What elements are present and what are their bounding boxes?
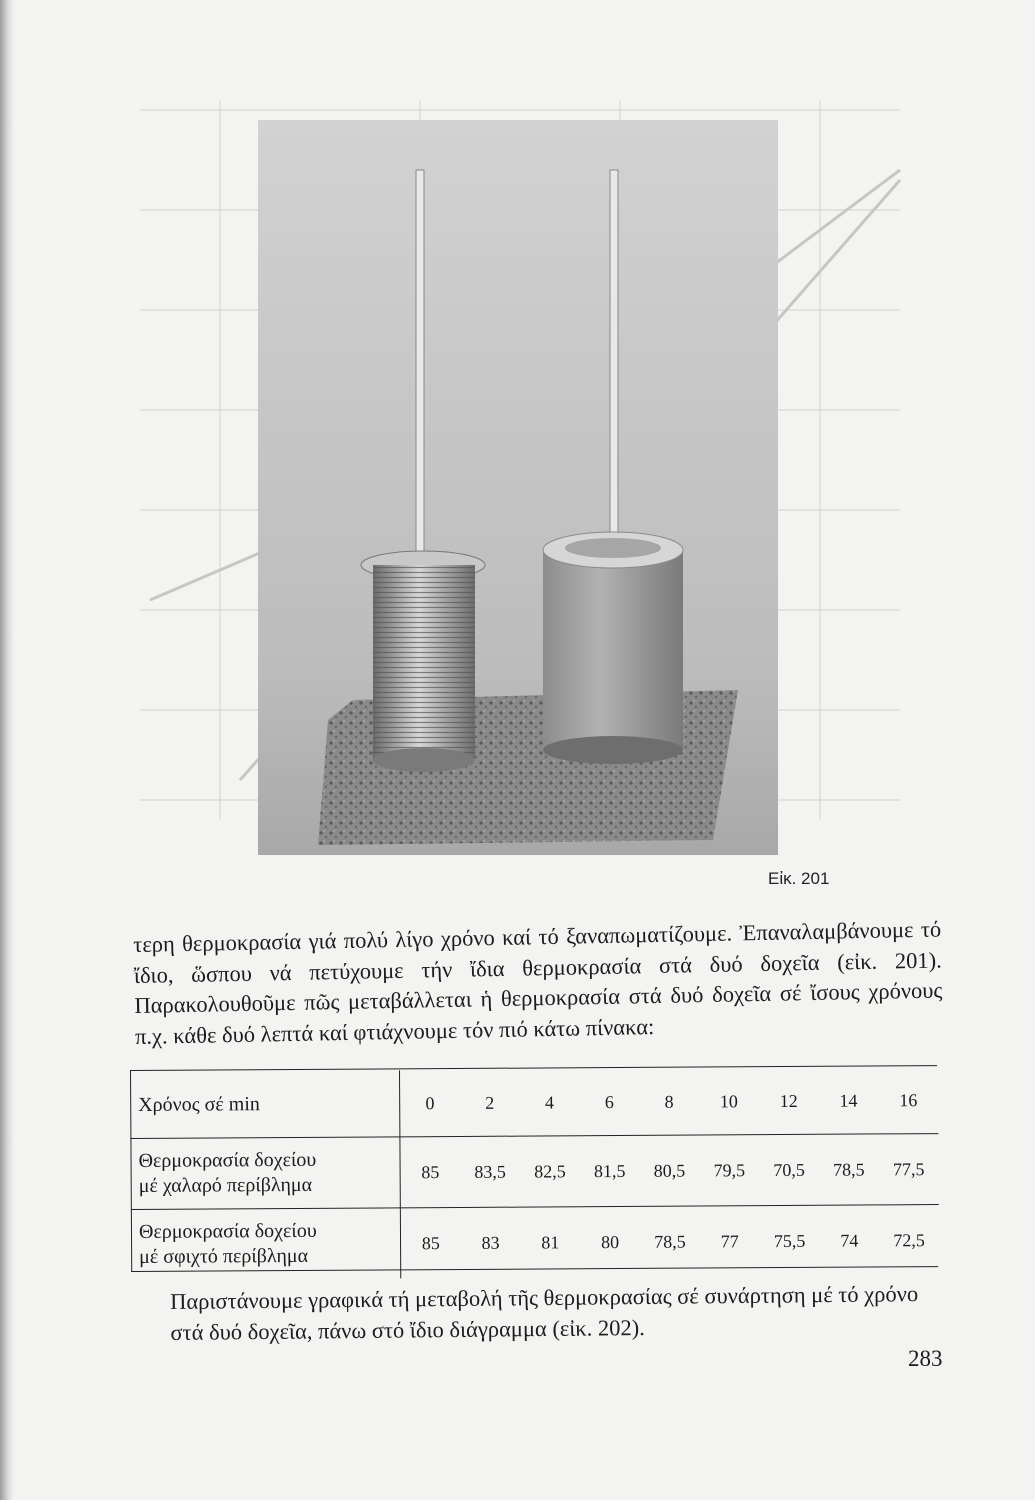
value-cell: 79,5	[699, 1135, 759, 1206]
body-paragraph: τερη θερμοκρασία γιά πολύ λίγο χρόνο καί τό ξαναπωματίζουμε. Ἐπαναλαμβάνουμε τό ἴδιο, ὥσπου νά πετύχουμε τήν ἴδια θερμοκρασία στά δυό δοχεῖα (εἰκ. 201). Παρακολουθοῦμε πῶς μεταβάλλεται ἡ θερμοκρασία στά δυό δοχεῖα σέ ἴσους χρόνους π.χ. κάθε δυό λεπτά καί φτιάχνουμε τόν πιό κάτω πίνακα:	[133, 916, 943, 1049]
value-cell: 77,5	[879, 1134, 939, 1205]
time-cell: 6	[579, 1069, 639, 1136]
value-cell: 82,5	[520, 1136, 580, 1207]
value-cell: 80	[601, 1231, 620, 1252]
row-label	[130, 1137, 400, 1210]
row-label	[131, 1208, 401, 1280]
photo-illustration	[258, 120, 778, 855]
time-cell: 16	[878, 1067, 938, 1134]
value-cell: 77	[720, 1230, 739, 1251]
value-cell: 85	[421, 1232, 440, 1253]
value-cell: 75,5	[773, 1230, 806, 1251]
time-cell: 4	[519, 1069, 579, 1136]
container-tight-wrap	[543, 550, 683, 750]
value-cell: 70,5	[759, 1134, 819, 1205]
time-cell: 14	[818, 1067, 878, 1134]
value-cell: 83,5	[460, 1136, 520, 1207]
time-cell: 2	[460, 1070, 520, 1137]
row-label-line2: μέ σφιχτό περίβλημα	[139, 1244, 309, 1268]
value-cell: 78,5	[819, 1134, 879, 1205]
value-cell: 81	[541, 1231, 560, 1252]
row-label-line1: Θερμοκρασία δοχείου	[138, 1219, 317, 1243]
value-cell: 74	[840, 1230, 859, 1251]
time-cell: 0	[399, 1070, 460, 1137]
figure-caption: Εἰκ. 201	[768, 869, 830, 888]
time-cell: 12	[759, 1068, 819, 1135]
table-header-row	[130, 1067, 938, 1138]
value-cell: 78,5	[654, 1231, 686, 1252]
value-cell: 80,5	[639, 1135, 699, 1206]
row-label-line1: Θερμοκρασία δοχείου	[138, 1148, 317, 1172]
thermometer-left	[416, 170, 424, 560]
page-edge	[0, 0, 14, 1500]
thermometer-right	[610, 170, 618, 565]
value-cell: 81,5	[580, 1135, 640, 1206]
header-label: Χρόνος σέ min	[130, 1070, 400, 1138]
row-label-line2: μέ χαλαρό περίβλημα	[138, 1173, 313, 1197]
time-cell: 8	[639, 1069, 699, 1136]
closing-paragraph: Παριστάνουμε γραφικά τή μεταβολή τῆς θερμοκρασίας σέ συνάρτηση μέ τό χρόνο στά δυό δοχεῖα, πάνω στό ἴδιο διάγραμμα (εἰκ. 202).	[170, 1281, 919, 1345]
temperature-table	[130, 1067, 939, 1280]
value-cell: 85	[400, 1136, 461, 1207]
time-cell: 10	[699, 1068, 759, 1135]
page-number: 283	[908, 1346, 943, 1371]
value-cell: 72,5	[893, 1229, 925, 1250]
value-cell: 83	[481, 1232, 500, 1253]
figure-photo	[258, 120, 778, 855]
table-row-tight	[131, 1205, 939, 1280]
table-row-loose	[130, 1134, 938, 1210]
